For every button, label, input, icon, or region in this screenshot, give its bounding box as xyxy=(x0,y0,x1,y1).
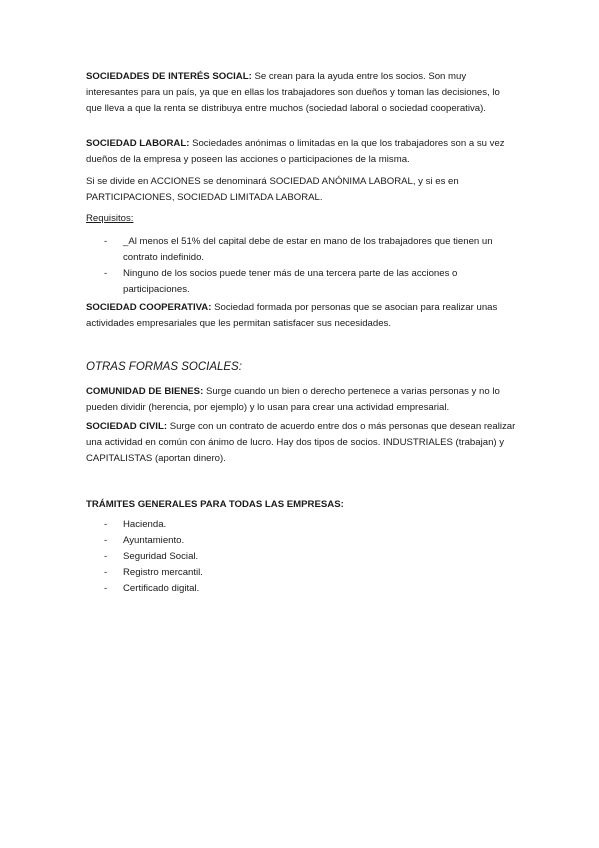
tramites-list xyxy=(86,517,516,597)
term-comunidad-bienes: COMUNIDAD DE BIENES xyxy=(86,386,201,397)
list-item xyxy=(86,234,516,266)
paragraph-division xyxy=(86,174,516,206)
paragraph-text xyxy=(86,384,516,416)
term-sociedad-cooperativa: SOCIEDAD COOPERATIVA xyxy=(86,302,209,313)
list-item-text: _Al menos el 51% del capital debe de estar en mano de los trabajadores que tienen un contrato indefinido. xyxy=(123,236,493,263)
definition-comunidad-bienes: Surge cuando un bien o derecho pertenece a varias personas y no lo pueden dividir (herencia, por ejemplo) y lo usan para crear una actividad empresarial. xyxy=(86,386,500,413)
requisitos-list-block xyxy=(86,234,516,298)
dash-bullet: - xyxy=(104,551,108,562)
definition-interes-social: Se crean para la ayuda entre los socios. Son muy interesantes para un país, ya que en ellas los trabajadores son dueños y toman las decisiones, lo que lleva a que la renta se distribuya entre muchos (sociedad laboral o sociedad cooperativa). xyxy=(86,71,500,114)
list-item xyxy=(86,549,516,565)
list-item-text: Hacienda. xyxy=(123,519,167,530)
term-separator: : xyxy=(200,386,204,397)
list-item-text: Seguridad Social. xyxy=(123,551,199,562)
paragraph-text xyxy=(86,136,516,168)
term-sociedad-laboral: SOCIEDAD LABORAL xyxy=(86,138,187,149)
dash-bullet: - xyxy=(104,236,108,247)
term-interes-social: SOCIEDADES DE INTERÉS SOCIAL xyxy=(86,71,249,82)
division-text: Si se divide en ACCIONES se denominará SOCIEDAD ANÓNIMA LABORAL, y si es en PARTICIPACIONES, SOCIEDAD LIMITADA LABORAL. xyxy=(86,176,459,203)
dash-bullet: - xyxy=(104,583,108,594)
list-item-text: Certificado digital. xyxy=(123,583,200,594)
dash-bullet: - xyxy=(104,268,108,279)
dash-bullet: - xyxy=(104,519,108,530)
definition-sociedad-civil: Surge con un contrato de acuerdo entre dos o más personas que desean realizar una actividad en común con ánimo de lucro. Hay dos tipos de socios. INDUSTRIALES (trabajan) y CAPITALISTAS (aportan dinero). xyxy=(86,421,516,464)
otras-formas-section xyxy=(86,359,516,375)
paragraph-sociedad-cooperativa xyxy=(86,300,516,332)
definition-sociedad-cooperativa: Sociedad formada por personas que se asocian para realizar unas actividades empresariales que les permitan satisfacer sus necesidades. xyxy=(86,302,498,329)
definition-sociedad-laboral: Sociedades anónimas o limitadas en la que los trabajadores son a su vez dueños de la empresa y poseen las acciones o participaciones de la misma. xyxy=(86,138,505,165)
paragraph-interes-social xyxy=(86,69,516,117)
requisitos-section xyxy=(86,211,516,227)
paragraph-text xyxy=(86,69,516,117)
list-item xyxy=(86,581,516,597)
list-item xyxy=(86,517,516,533)
list-item xyxy=(86,565,516,581)
paragraph-text xyxy=(86,419,516,467)
paragraph-sociedad-civil xyxy=(86,419,516,467)
term-separator: : xyxy=(208,302,212,313)
paragraph-text xyxy=(86,300,516,332)
list-item-text: Ayuntamiento. xyxy=(123,535,185,546)
dash-bullet: - xyxy=(104,567,108,578)
list-item xyxy=(86,266,516,298)
dash-bullet: - xyxy=(104,535,108,546)
list-item-text: Registro mercantil. xyxy=(123,567,203,578)
term-sociedad-civil: SOCIEDAD CIVIL xyxy=(86,421,164,432)
list-item xyxy=(86,533,516,549)
tramites-section xyxy=(86,497,516,513)
tramites-list-block xyxy=(86,517,516,597)
term-separator: : xyxy=(248,71,252,82)
requisitos-list xyxy=(86,234,516,298)
otras-formas-heading: OTRAS FORMAS SOCIALES: xyxy=(86,361,242,373)
tramites-heading: TRÁMITES GENERALES PARA TODAS LAS EMPRESAS: xyxy=(86,499,344,510)
requisitos-heading: Requisitos: xyxy=(86,213,134,224)
list-item-text: Ninguno de los socios puede tener más de una tercera parte de las acciones o participaciones. xyxy=(123,268,458,295)
paragraph-sociedad-laboral xyxy=(86,136,516,168)
term-separator: : xyxy=(186,138,190,149)
term-separator: : xyxy=(163,421,168,432)
paragraph-comunidad-bienes xyxy=(86,384,516,416)
